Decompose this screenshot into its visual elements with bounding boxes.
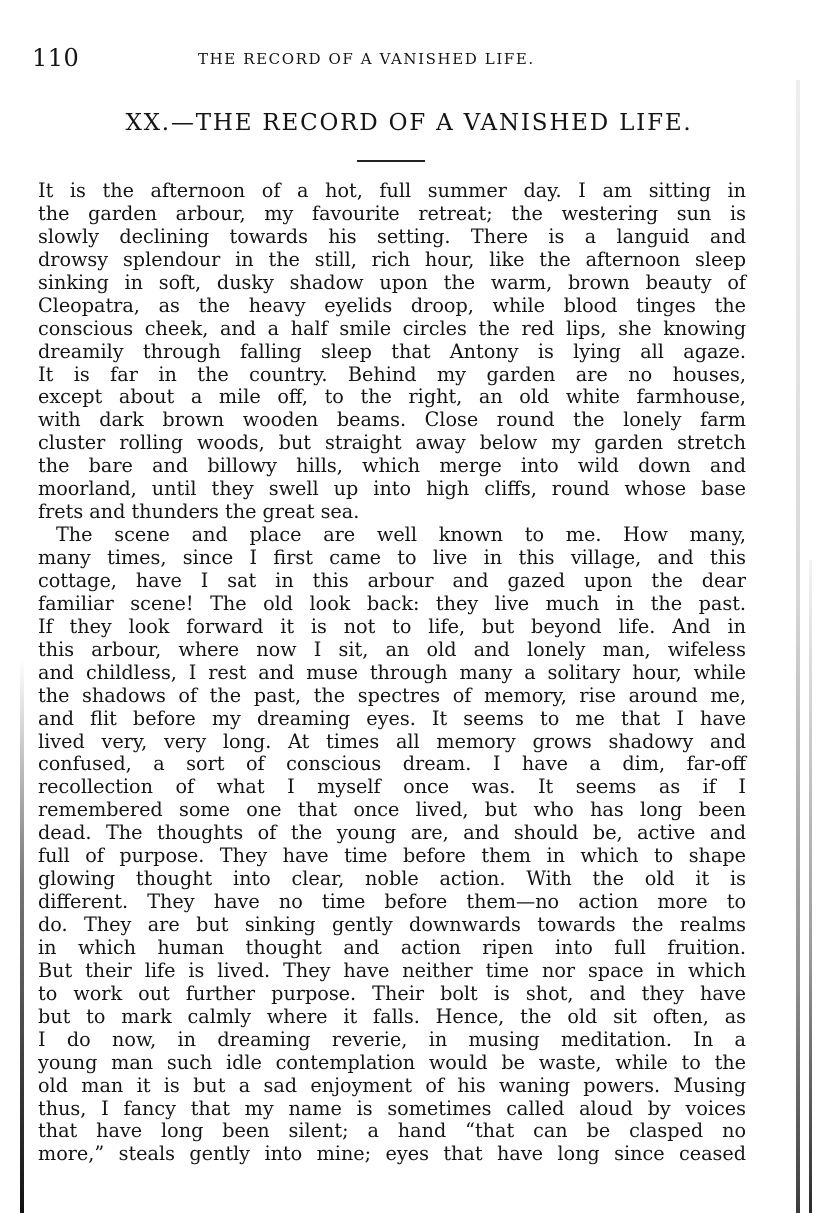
text-line: I do now, in dreaming reverie, in musing meditation. In a	[38, 1027, 746, 1051]
page-number: 110	[32, 44, 80, 72]
text-line: But their life is lived. They have neither time nor space in which	[38, 958, 746, 982]
running-title: THE RECORD OF A VANISHED LIFE.	[198, 50, 535, 68]
text-line: drowsy splendour in the still, rich hour, like the afternoon sleep	[38, 247, 746, 271]
text-line: dead. The thoughts of the young are, and should be, active and	[38, 821, 746, 845]
text-line: this arbour, where now I sit, an old and lonely man, wifeless	[38, 637, 746, 661]
running-head	[32, 44, 762, 74]
text-line: old man it is but a sad enjoyment of his waning powers. Musing	[38, 1073, 746, 1097]
text-line: It is the afternoon of a hot, full summer day. I am sitting in	[38, 179, 746, 202]
text-line: but to mark calmly where it falls. Hence, the old sit often, as	[38, 1004, 746, 1028]
text-line: thus, I fancy that my name is sometimes called aloud by voices	[38, 1096, 746, 1120]
text-line: confused, a sort of conscious dream. I have a dim, far-off	[38, 752, 746, 776]
text-line: except about a mile off, to the right, an old white farmhouse,	[38, 385, 746, 409]
text-line: different. They have no time before them—no action more to	[38, 890, 746, 914]
text-line: conscious cheek, and a half smile circles the red lips, she knowing	[38, 316, 746, 340]
page-edge-shadow-right	[796, 80, 800, 1213]
text-line: in which human thought and action ripen into full fruition.	[38, 935, 746, 959]
text-line: that have long been silent; a hand “that can be clasped no	[38, 1119, 746, 1143]
page-edge-shadow-outer	[809, 560, 812, 1213]
text-line: to work out further purpose. Their bolt is shot, and they have	[38, 981, 746, 1005]
text-line: do. They are but sinking gently downwards towards the realms	[38, 913, 746, 936]
text-line: cottage, have I sat in this arbour and gazed upon the dear	[38, 568, 746, 592]
text-line: young man such idle contemplation would be waste, while to the	[38, 1050, 746, 1074]
paragraph-last-line: frets and thunders the great sea.	[38, 500, 360, 524]
text-line: with dark brown wooden beams. Close round the lonely farm	[38, 408, 746, 432]
text-line: slowly declining towards his setting. There is a languid and	[38, 224, 746, 248]
text-line: sinking in soft, dusky shadow upon the warm, brown beauty of	[38, 270, 746, 294]
text-line: and childless, I rest and muse through many a solitary hour, while	[38, 660, 746, 684]
text-line: and flit before my dreaming eyes. It seems to me that I have	[38, 706, 746, 730]
chapter-title: XX.—THE RECORD OF A VANISHED LIFE.	[125, 110, 693, 136]
text-line: the shadows of the past, the spectres of memory, rise around me,	[38, 683, 746, 707]
text-line: recollection of what I myself once was. It seems as if I	[38, 775, 746, 799]
page-edge-shadow-left	[20, 660, 24, 1213]
title-rule-divider	[357, 160, 425, 162]
body-text	[38, 180, 746, 1166]
text-line: Cleopatra, as the heavy eyelids droop, while blood tinges the	[38, 293, 746, 317]
text-line: If they look forward it is not to life, but beyond life. And in	[38, 614, 746, 638]
text-line: more,” steals gently into mine; eyes that have long since ceased	[38, 1142, 746, 1166]
text-line: glowing thought into clear, noble action. With the old it is	[38, 867, 746, 891]
text-line: dreamily through falling sleep that Antony is lying all agaze.	[38, 339, 746, 363]
text-line: many times, since I first came to live in this village, and this	[38, 546, 746, 569]
text-line: the bare and billowy hills, which merge into wild down and	[38, 454, 746, 478]
text-line: the garden arbour, my favourite retreat; the westering sun is	[38, 201, 746, 225]
text-line: lived very, very long. At times all memory grows shadowy and	[38, 729, 746, 753]
text-line: It is far in the country. Behind my garden are no houses,	[38, 362, 746, 386]
text-line: moorland, until they swell up into high cliffs, round whose base	[38, 477, 746, 501]
text-line: cluster rolling woods, but straight away below my garden stretch	[38, 431, 746, 455]
text-line: remembered some one that once lived, but who has long been	[38, 798, 746, 822]
paragraph-first-line: The scene and place are well known to me. How many,	[56, 523, 746, 547]
text-line: full of purpose. They have time before them in which to shape	[38, 844, 746, 868]
text-line: familiar scene! The old look back: they live much in the past.	[38, 591, 746, 615]
